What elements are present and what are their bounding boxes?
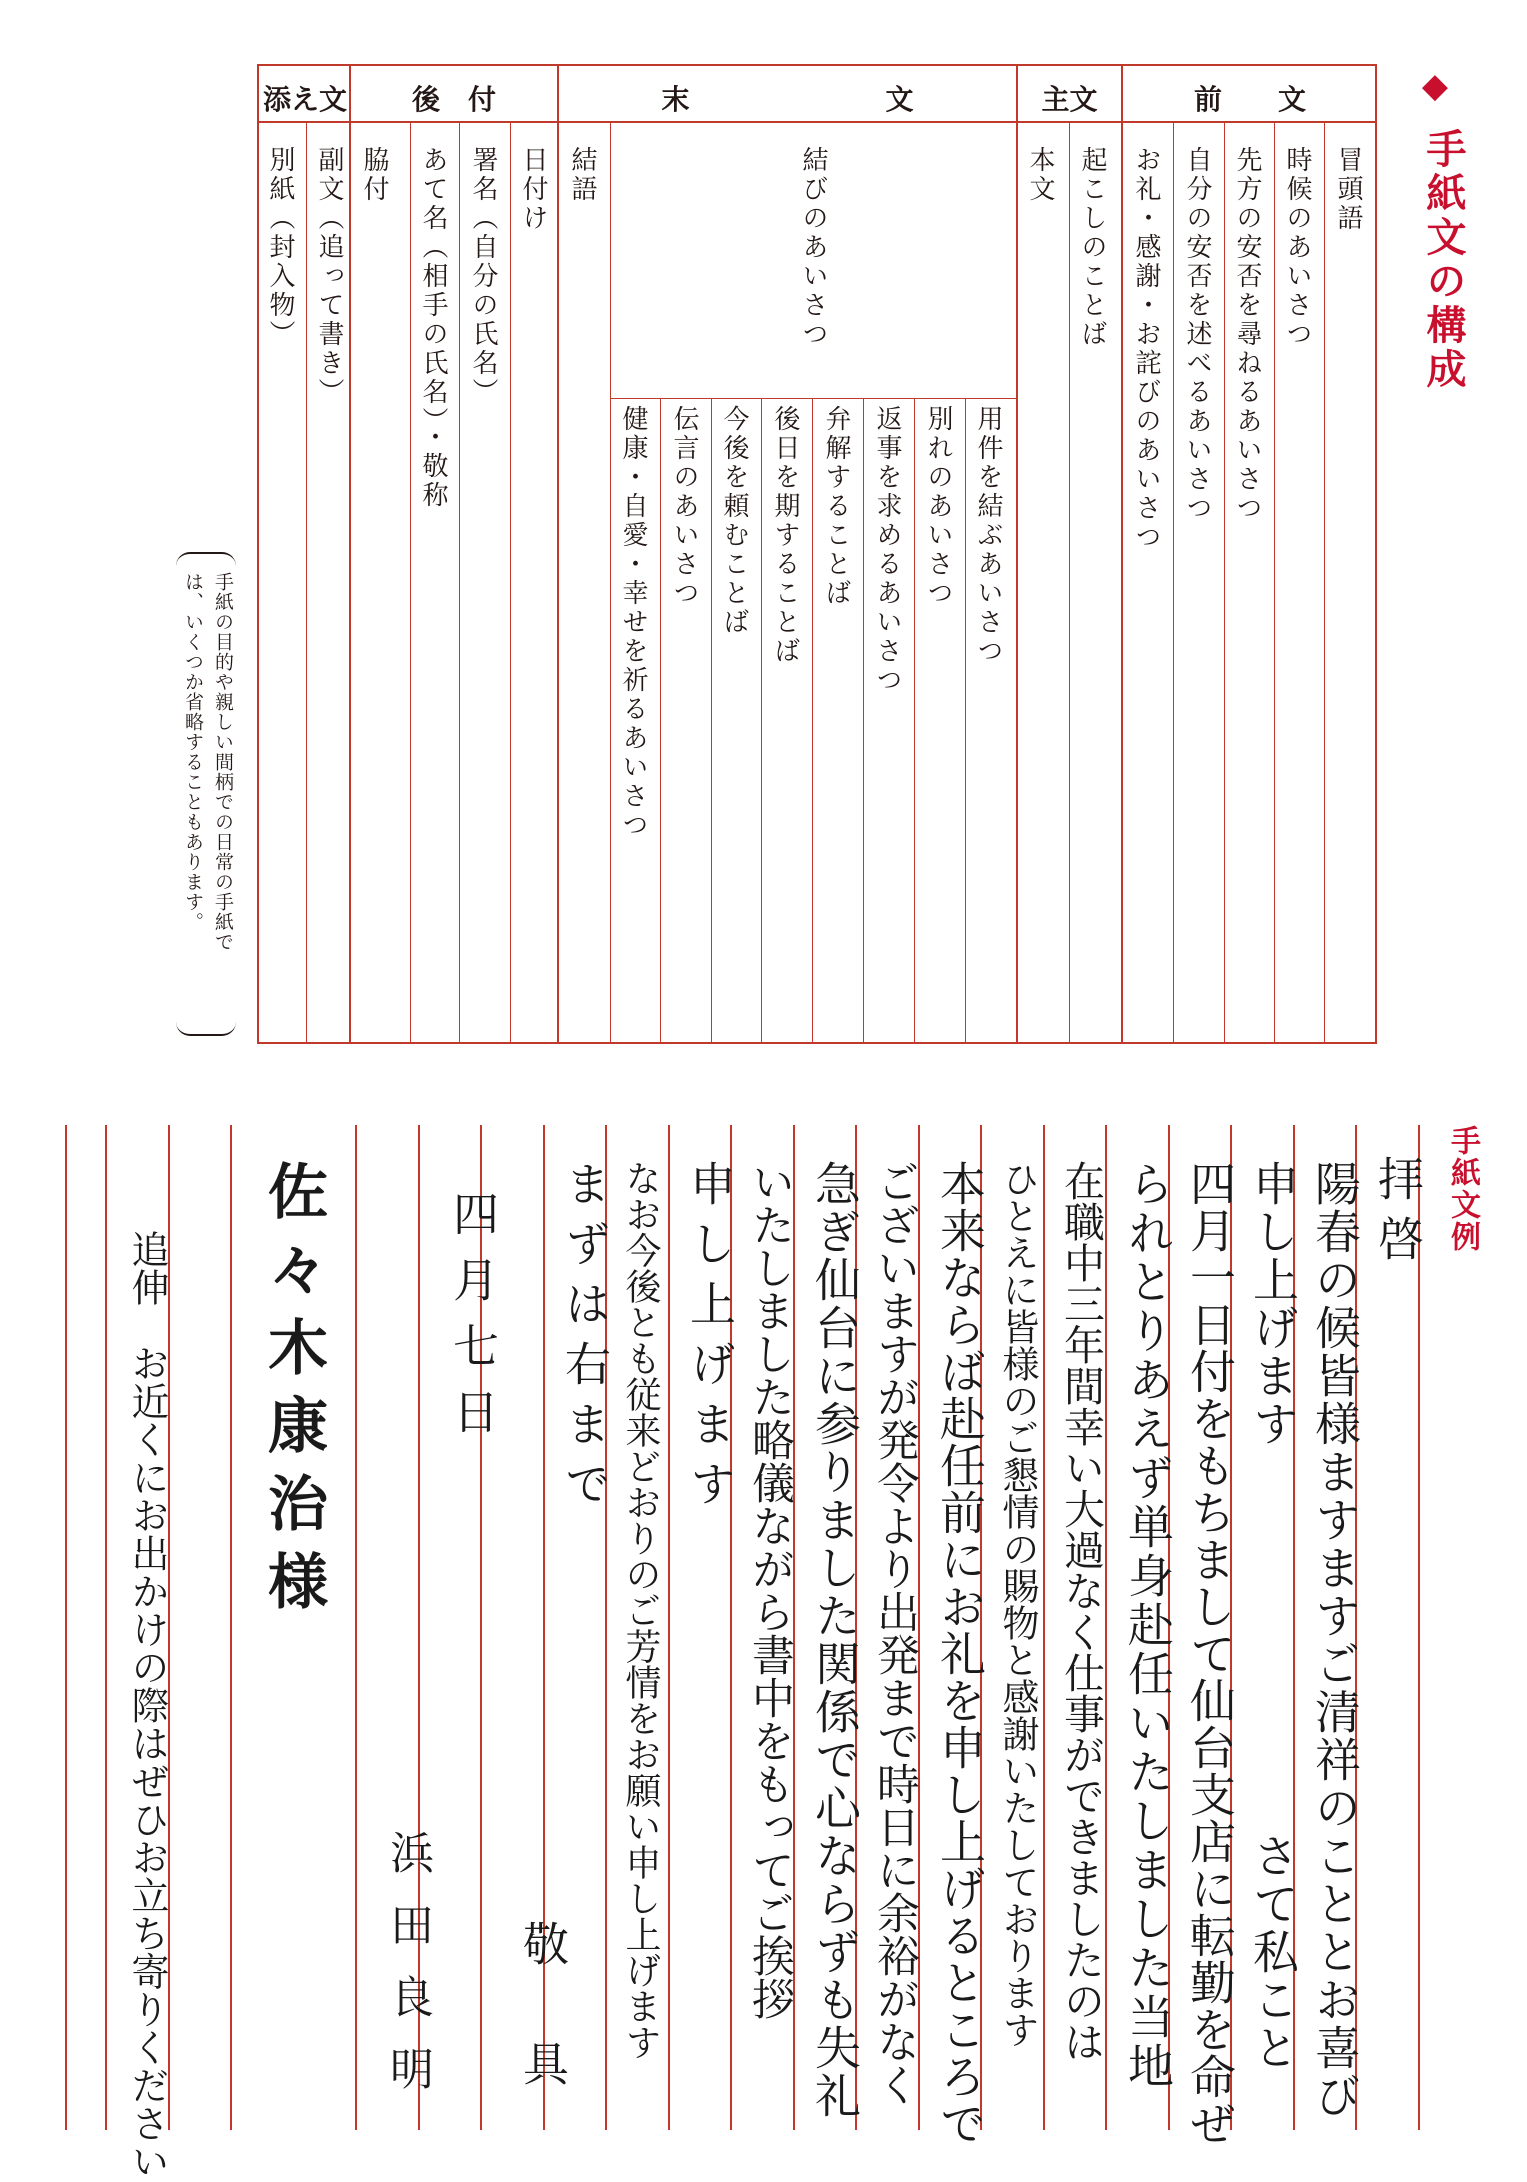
letter-line: まずは右まで xyxy=(558,1160,612,1520)
letter-line: られとりあえず単身赴任いたしました当地 xyxy=(1121,1160,1175,2091)
note-line: は、いくつか省略することもあります。 xyxy=(182,572,204,932)
header-zenbun: 前 文 xyxy=(1193,82,1306,116)
addressee: 佐々木康治様 xyxy=(258,1160,328,1628)
matsubun-item: 返事を求めるあいさつ xyxy=(872,405,902,695)
letter-line: 本来ならば赴任前にお礼を申し上げるところで xyxy=(933,1160,987,2147)
soebun-item: 別紙（封入物） xyxy=(265,146,295,349)
atozuke-item: あて名（相手の氏名）・敬称 xyxy=(418,146,448,510)
matsubun-item: 後日を期することば xyxy=(770,405,800,666)
zenbun-item: 先方の安否を尋ねるあいさつ xyxy=(1232,146,1262,523)
zenbun-item: 自分の安否を述べるあいさつ xyxy=(1182,146,1212,523)
letter-line: なお今後とも従来どおりのご芳情をお願い申し上げます xyxy=(620,1160,661,2060)
shubun-item: 起こしのことば xyxy=(1077,146,1107,349)
header-shubun: 主文 xyxy=(1041,82,1098,116)
matsubun-top: 結びのあいさつ xyxy=(798,146,828,349)
letter-line: 拝啓 xyxy=(1371,1155,1425,1275)
header-atozuke: 後 付 xyxy=(411,82,496,116)
matsubun-item: 伝言のあいさつ xyxy=(669,405,699,608)
atozuke-item: 日付け xyxy=(518,146,548,233)
letter-line: 急ぎ仙台に参りました関係で心ならずも失礼 xyxy=(808,1160,862,2120)
letter-line: 申し上げます さて私こと xyxy=(1246,1160,1300,2072)
shubun-item: 本文 xyxy=(1025,146,1055,204)
matsubun-item: 別れのあいさつ xyxy=(923,405,953,608)
zenbun-item: お礼・感謝・お詫びのあいさつ xyxy=(1131,146,1161,552)
soebun-item: 副文（追って書き） xyxy=(314,146,344,407)
matsubun-item: 用件を結ぶあいさつ xyxy=(973,405,1003,666)
letter-line: 陽春の候皆様ますますご清祥のこととお喜び xyxy=(1308,1160,1362,2120)
ketsugo: 結語 xyxy=(567,146,597,204)
letter-line: 在職中三年間幸い大過なく仕事ができましたのは xyxy=(1057,1160,1105,2062)
letter-line: ひとえに皆様のご懇情の賜物と感謝いたしております xyxy=(996,1160,1039,2048)
letter-line: 四月一日付をもちまして仙台支店に転勤を命ぜ xyxy=(1183,1160,1237,2147)
zenbun-item: 冒頭語 xyxy=(1333,146,1363,233)
header-matsubun: 末 文 xyxy=(661,82,914,116)
sender-name: 浜田良明 xyxy=(382,1830,433,2118)
matsubun-item: 健康・自愛・幸せを祈るあいさつ xyxy=(618,405,648,840)
zenbun-item: 時候のあいさつ xyxy=(1282,146,1312,349)
note-line: 手紙の目的や親しい間柄での日常の手紙で xyxy=(212,572,234,952)
section-title: 手紙文の構成 xyxy=(1420,128,1466,392)
example-title: 手紙文例 xyxy=(1445,1125,1480,1253)
diamond-icon: ◆ xyxy=(1415,66,1455,106)
letter-line: ございますが発令より出発まで時日に余裕がなく xyxy=(870,1160,920,2106)
letter-line: いたしました略儀ながら書中をもってご挨拶 xyxy=(745,1160,795,2020)
postscript: 追伸 お近くにお出かけの際はぜひお立ち寄りください xyxy=(125,1230,169,2180)
atozuke-item: 署名（自分の氏名） xyxy=(468,146,498,407)
atozuke-item: 脇付 xyxy=(359,146,389,204)
closing: 敬 具 xyxy=(516,1920,570,2100)
letter-date: 四月七日 xyxy=(446,1190,500,1454)
header-soebun: 添え文 xyxy=(262,82,347,116)
matsubun-item: 弁解することば xyxy=(821,405,851,608)
letter-line: 申し上げます xyxy=(683,1160,737,1520)
matsubun-item: 今後を頼むことば xyxy=(719,405,749,637)
